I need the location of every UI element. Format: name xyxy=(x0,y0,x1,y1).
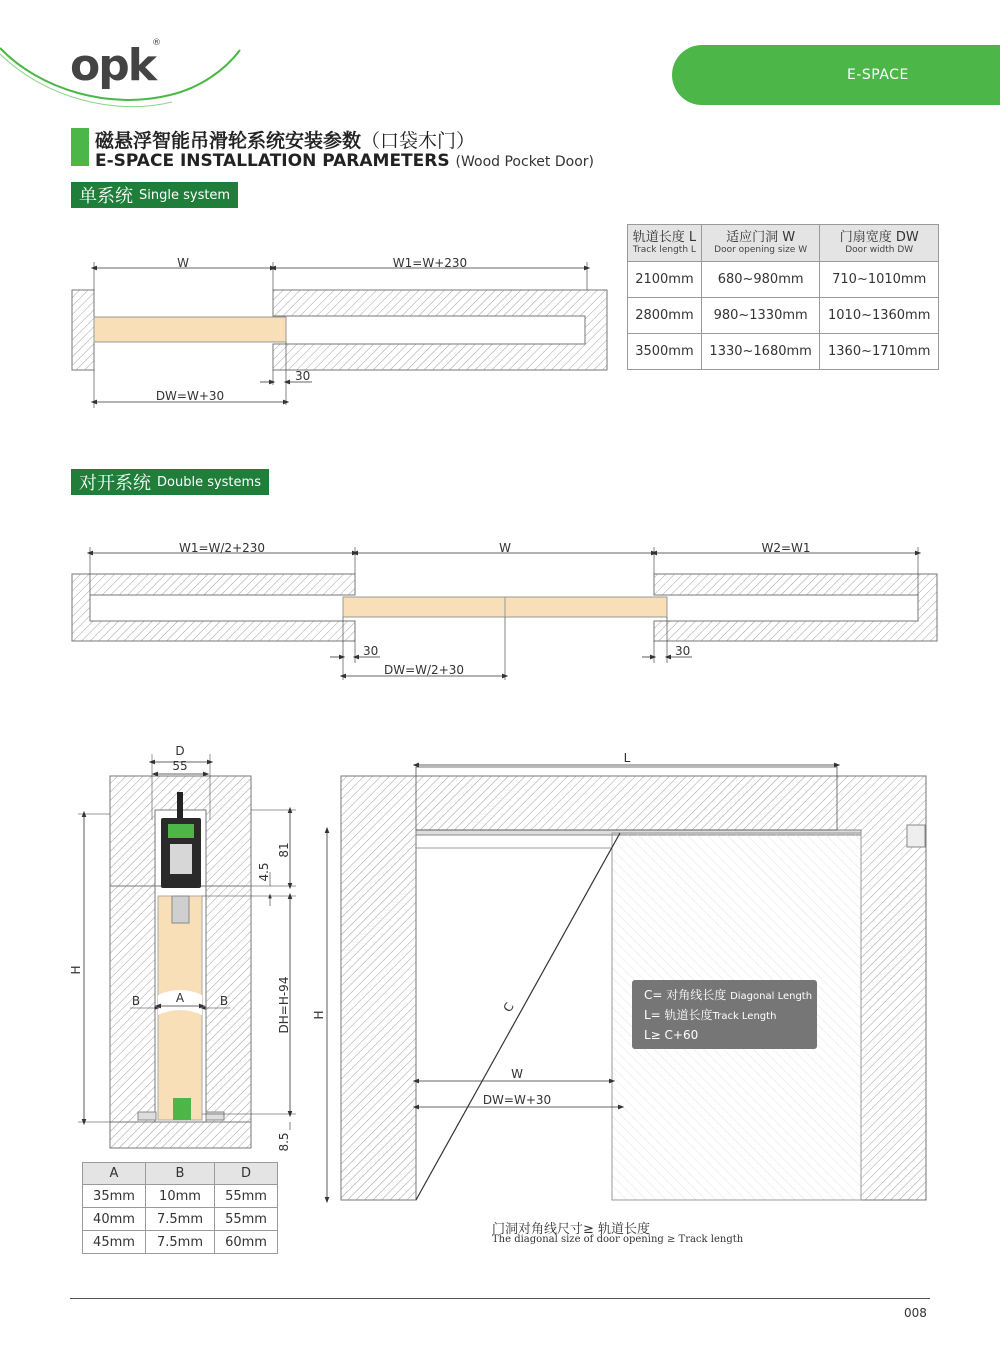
double-system-drawing xyxy=(60,535,950,685)
dim-dw: DW=W+30 xyxy=(155,389,225,403)
dim-h: H xyxy=(69,965,83,975)
dim-8-5: 8.5 xyxy=(277,1132,291,1152)
table-cell: 55mm xyxy=(215,1185,278,1208)
table-row xyxy=(628,262,939,298)
table-row xyxy=(83,1185,278,1208)
dim-81: 81 xyxy=(277,842,291,858)
dim-w2: W2=W1 xyxy=(761,541,811,555)
hanger-bolt xyxy=(177,792,183,818)
brand-logo: opk xyxy=(70,40,155,91)
table-cell: 60mm xyxy=(215,1231,278,1254)
single-system-drawing xyxy=(60,250,620,415)
dim-dw: DW=W+30 xyxy=(482,1093,552,1107)
double-label-en: Double systems xyxy=(157,474,261,490)
table-header: A xyxy=(83,1163,146,1185)
formula-info-box xyxy=(632,980,817,1049)
dim-gap: 30 xyxy=(295,369,311,383)
door-panel xyxy=(94,317,286,342)
page-title-en-sub: (Wood Pocket Door) xyxy=(455,154,594,170)
table-header: 门扇宽度 DW Door width DW xyxy=(820,225,939,262)
table-row xyxy=(628,298,939,334)
table-cell: 980~1330mm xyxy=(701,298,820,334)
floor-guide xyxy=(173,1098,191,1120)
footer-rule xyxy=(70,1298,930,1299)
dim-gap-right: 30 xyxy=(675,644,691,658)
trolley-plate xyxy=(170,844,192,874)
right-pocket-side xyxy=(206,886,251,1122)
info-line-3: L≥ C+60 xyxy=(644,1028,699,1042)
floor-guide-right xyxy=(206,1112,224,1120)
table-cell: 2100mm xyxy=(628,262,702,298)
track-end-cap xyxy=(907,825,925,847)
table-row xyxy=(83,1231,278,1254)
right-door-panel xyxy=(505,597,667,617)
dim-b-left: B xyxy=(131,994,141,1008)
espace-tab-label: E-SPACE xyxy=(847,67,909,83)
table-cell: 45mm xyxy=(83,1231,146,1254)
espace-tab xyxy=(672,45,1000,105)
dim-gap-left: 30 xyxy=(363,644,379,658)
section-drawing xyxy=(60,740,310,1160)
page-number: 008 xyxy=(904,1306,927,1320)
single-system-label xyxy=(71,182,238,208)
section-spec-table xyxy=(82,1162,278,1254)
table-header: 适应门洞 W Door opening size W xyxy=(701,225,820,262)
left-door-panel xyxy=(343,597,505,617)
page-title-cn xyxy=(95,126,475,153)
table-row xyxy=(628,334,939,370)
single-label-cn: 单系统 xyxy=(79,186,133,207)
table-header: B xyxy=(145,1163,214,1185)
dim-d: D xyxy=(175,744,185,758)
dim-a: A xyxy=(175,991,185,1005)
pocket-wall xyxy=(273,290,607,370)
dim-b-right: B xyxy=(219,994,229,1008)
dim-w: W xyxy=(177,256,189,270)
table-cell: 7.5mm xyxy=(145,1231,214,1254)
page-title-en-text: E-SPACE INSTALLATION PARAMETERS xyxy=(95,151,450,171)
page-title-cn-paren: （口袋木门） xyxy=(361,130,476,152)
table-cell: 7.5mm xyxy=(145,1208,214,1231)
dim-w1: W1=W+230 xyxy=(392,256,468,270)
dim-c: C xyxy=(500,1000,517,1015)
left-pocket-wall xyxy=(72,574,355,641)
floor-block xyxy=(110,1122,251,1148)
info-line-1: C= 对角线长度 Diagonal Length xyxy=(644,988,813,1002)
page-title-en xyxy=(95,151,594,171)
table-cell: 710~1010mm xyxy=(820,262,939,298)
double-system-label xyxy=(71,469,269,495)
single-label-en: Single system xyxy=(139,187,231,203)
dim-dh: DH=H-94 xyxy=(277,976,291,1034)
dim-h: H xyxy=(312,1010,326,1020)
table-cell: 680~980mm xyxy=(701,262,820,298)
table-header: D xyxy=(215,1163,278,1185)
dim-4-5: 4.5 xyxy=(257,862,271,882)
table-cell: 1330~1680mm xyxy=(701,334,820,370)
table-cell: 1010~1360mm xyxy=(820,298,939,334)
dim-dw: DW=W/2+30 xyxy=(383,663,465,677)
table-cell: 3500mm xyxy=(628,334,702,370)
floor-guide-left xyxy=(138,1112,156,1120)
right-pocket-wall xyxy=(654,574,937,641)
elevation-drawing xyxy=(310,745,940,1210)
registered-mark: ® xyxy=(152,38,161,48)
dim-w1: W1=W/2+230 xyxy=(178,541,266,555)
dim-w: W xyxy=(499,541,511,555)
dim-55: 55 xyxy=(172,759,188,773)
left-wall xyxy=(72,290,94,370)
door-bracket xyxy=(172,896,189,923)
info-line-2: L= 轨道长度Track Length xyxy=(644,1008,777,1022)
table-cell: 35mm xyxy=(83,1185,146,1208)
page-title-cn-text: 磁悬浮智能吊滑轮系统安装参数 xyxy=(95,130,362,152)
table-cell: 55mm xyxy=(215,1208,278,1231)
table-cell: 1360~1710mm xyxy=(820,334,939,370)
table-cell: 40mm xyxy=(83,1208,146,1231)
caption-cn: 门洞对角线尺寸≥ 轨道长度 xyxy=(492,1222,651,1237)
dim-w: W xyxy=(511,1067,523,1081)
single-spec-table xyxy=(627,224,939,370)
title-accent-bar xyxy=(71,128,89,166)
caption-en: The diagonal size of door opening ≥ Track length xyxy=(492,1234,744,1245)
table-cell: 10mm xyxy=(145,1185,214,1208)
table-row xyxy=(83,1208,278,1231)
diagonal-line xyxy=(416,833,620,1200)
table-header: 轨道长度 L Track length L xyxy=(628,225,702,262)
double-label-cn: 对开系统 xyxy=(79,473,151,494)
trolley-magnet xyxy=(168,824,194,838)
table-cell: 2800mm xyxy=(628,298,702,334)
dim-l: L xyxy=(623,751,631,765)
